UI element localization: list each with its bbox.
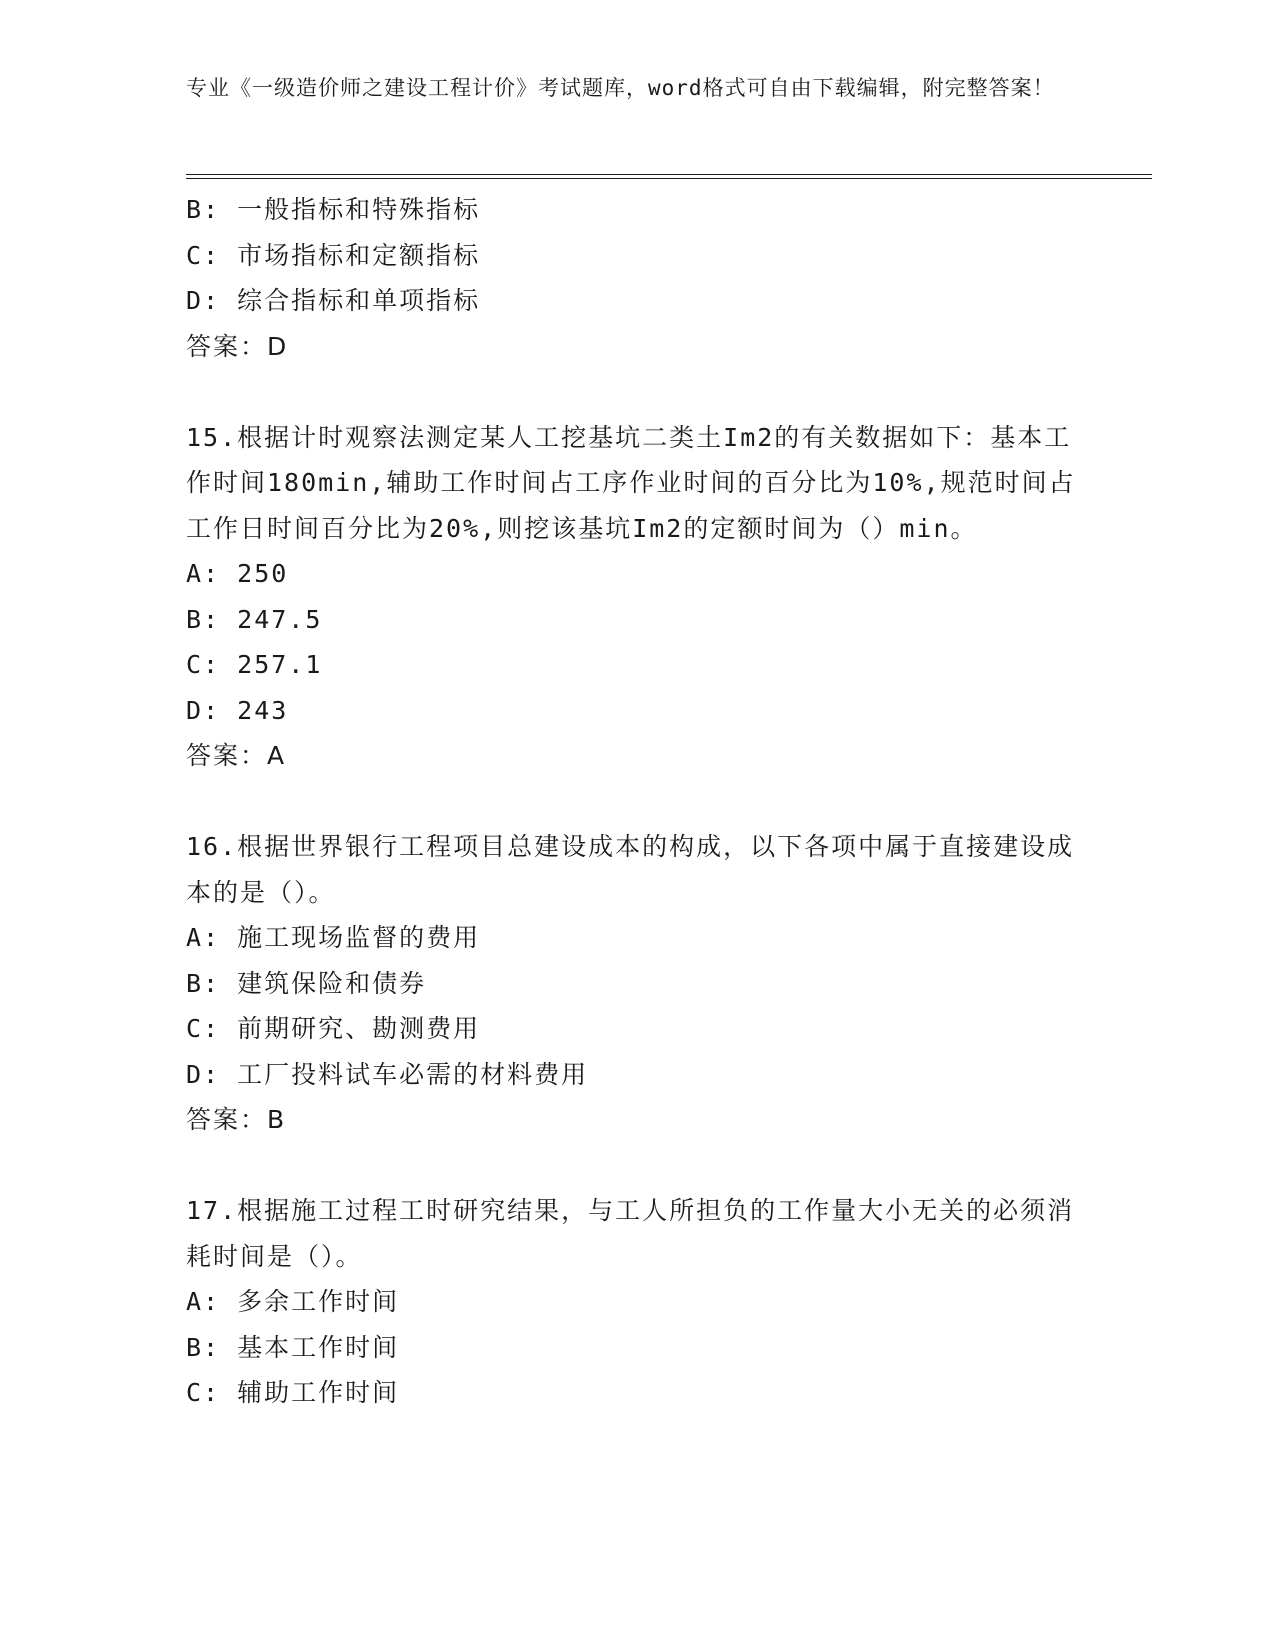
question-block-14: [186, 187, 1086, 369]
option-d: D: 综合指标和单项指标: [186, 286, 481, 315]
option-d: D: 工厂投料试车必需的材料费用: [186, 1059, 589, 1089]
question-block-16: [186, 824, 1086, 1143]
question-block-15: [186, 415, 1086, 779]
option-a: A: 施工现场监督的费用: [186, 923, 481, 952]
option-b: B: 一般指标和特殊指标: [186, 195, 481, 224]
question-block-17: [186, 1188, 1086, 1416]
option-a: A: 多余工作时间: [186, 1287, 400, 1316]
answer-line: 答案：A: [186, 741, 287, 770]
answer-line: 答案：D: [186, 331, 289, 361]
block-spacer: [186, 1143, 1086, 1189]
answer-line: 答案：B: [186, 1105, 287, 1134]
document-header: 专业《一级造价师之建设工程计价》考试题库，word格式可自由下载编辑，附完整答案！: [186, 76, 1055, 100]
option-c: C: 前期研究、勘测费用: [186, 1014, 481, 1043]
option-c: C: 257.1: [186, 650, 323, 679]
option-a: A: 250: [186, 559, 289, 588]
question-stem: 16.根据世界银行工程项目总建设成本的构成，以下各项中属于直接建设成本的是（）。: [186, 832, 1075, 907]
option-c: C: 市场指标和定额指标: [186, 240, 481, 270]
header-divider: [186, 174, 1152, 179]
option-d: D: 243: [186, 695, 289, 725]
question-list: [186, 187, 1086, 1416]
option-b: B: 建筑保险和债券: [186, 968, 427, 998]
question-stem: 15.根据计时观察法测定某人工挖基坑二类土Im2的有关数据如下：基本工作时间180min,辅助工作时间占工序作业时间的百分比为10%,规范时间占工作日时间百分比为20%,则挖该基坑Im2的定额时间为（）min。: [186, 422, 1076, 543]
option-b: B: 247.5: [186, 604, 323, 634]
block-spacer: [186, 369, 1086, 415]
option-c: C: 辅助工作时间: [186, 1378, 400, 1407]
block-spacer: [186, 779, 1086, 825]
question-stem: 17.根据施工过程工时研究结果，与工人所担负的工作量大小无关的必须消耗时间是（）。: [186, 1196, 1075, 1271]
option-b: B: 基本工作时间: [186, 1332, 400, 1362]
